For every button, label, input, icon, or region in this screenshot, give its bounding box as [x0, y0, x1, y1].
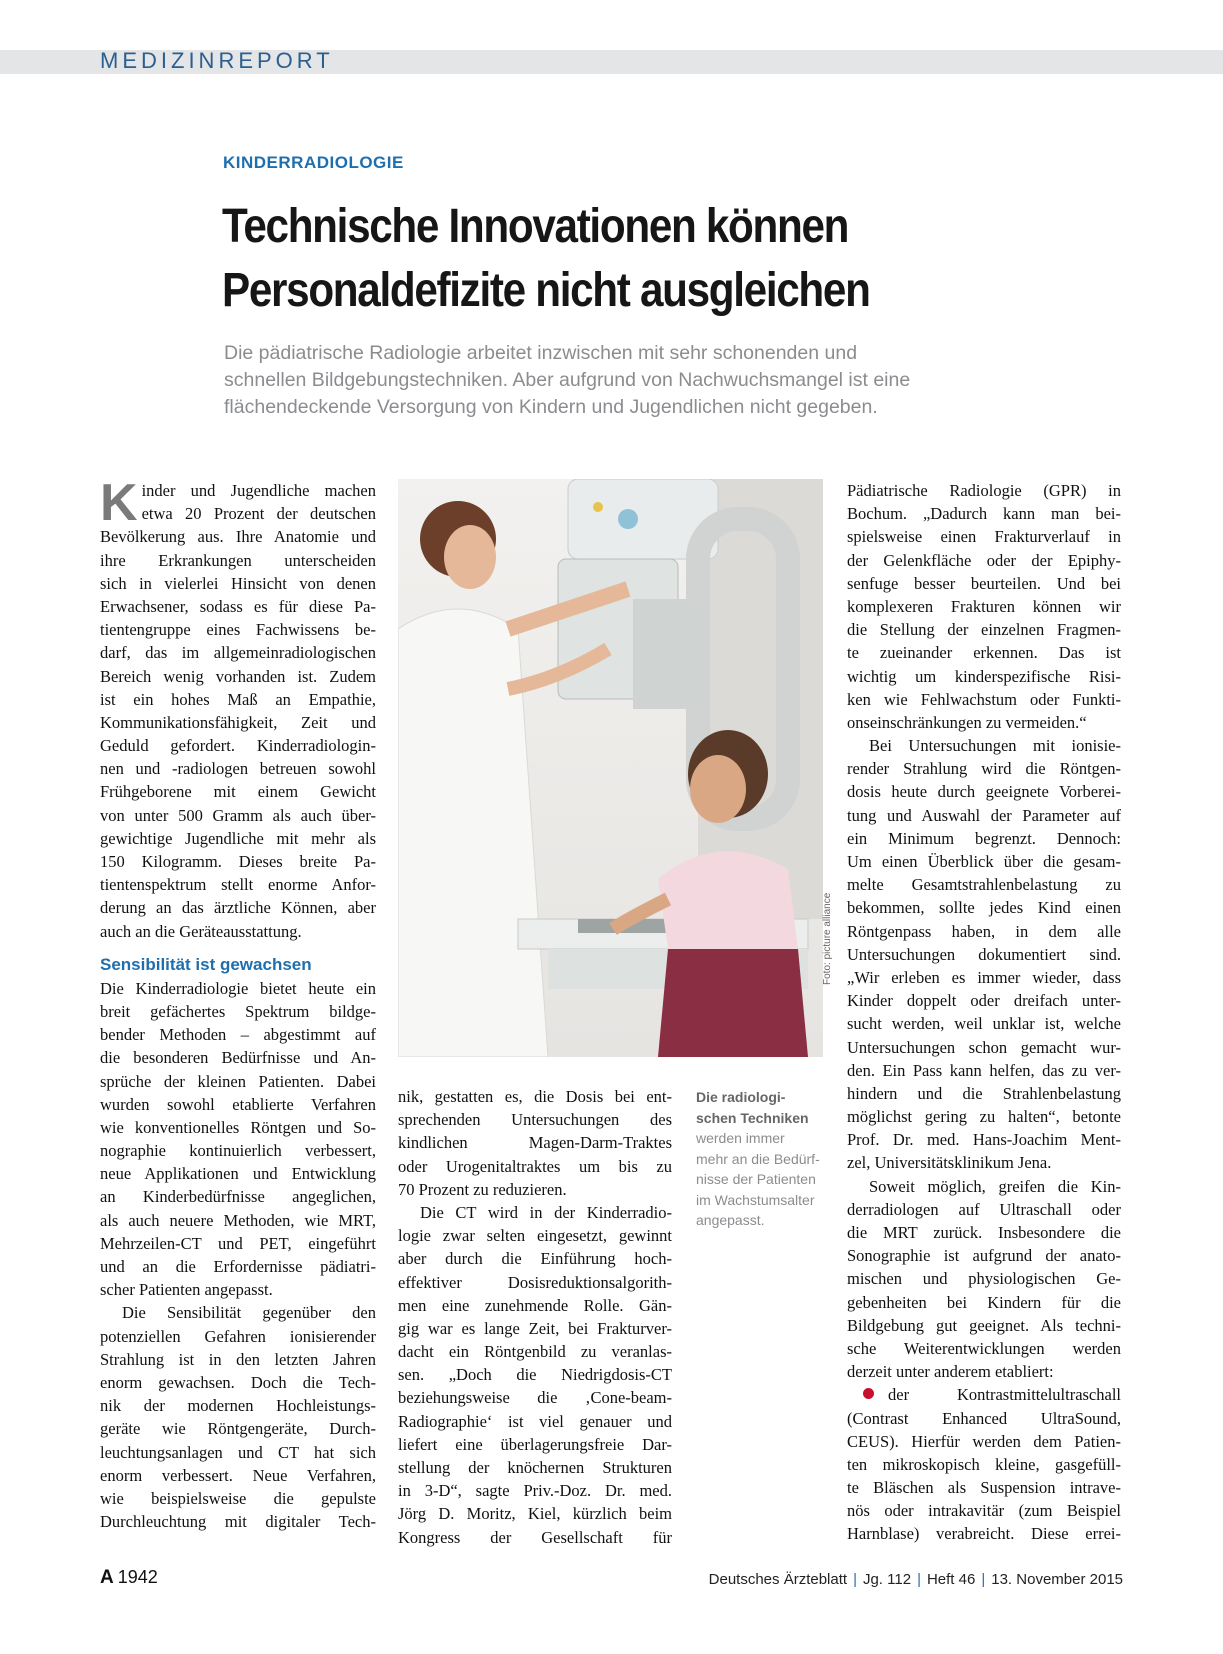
text-line: sprüche der kleinen Patienten. Dabei: [100, 1071, 376, 1091]
text-line: Kommunikationsfähigkeit, Zeit und: [100, 712, 376, 732]
title-line: Personaldefizite nicht ausgleichen: [222, 264, 870, 317]
text-line: Sonographie ist aufgrund der anato-: [847, 1246, 1121, 1266]
text-line: Geduld gefordert. Kinderradiologin-: [100, 736, 376, 756]
text-line: die besonderen Bedürfnisse und An-: [100, 1048, 376, 1068]
text-line: derung an das ärztliche Können, aber: [100, 898, 376, 918]
caption-line: angepasst.: [696, 1212, 765, 1228]
text-line: derzeit unter anderem etabliert:: [847, 1362, 1054, 1382]
text-line: Bochum. „Dadurch kann man bei-: [847, 504, 1121, 524]
article-photo: [398, 479, 823, 1057]
paragraph: [398, 1085, 672, 1201]
text-line: aber durch die Einführung hoch-: [398, 1249, 672, 1269]
text-line: ten mikroskopisch kleine, gasgefüll-: [847, 1454, 1121, 1474]
text-line: ein Minimum begrenzt. Dennoch:: [847, 828, 1121, 848]
caption-bold-line: Die radiologi-: [696, 1089, 786, 1105]
text-line: gig war es lange Zeit, bei Frakturver-: [398, 1318, 672, 1338]
text-line: Durchleuchtung mit digitaler Tech-: [100, 1512, 376, 1532]
paragraph: [398, 1201, 672, 1549]
text-line: liefert eine überlagerungsfreie Dar-: [398, 1434, 672, 1454]
text-line: oder Urogenitaltraktes um bis zu: [398, 1156, 672, 1176]
text-line: Kinder doppelt oder dreifach unter-: [847, 991, 1121, 1011]
text-line: Jörg D. Moritz, Kiel, kürzlich beim: [398, 1504, 672, 1524]
journal-info: [709, 1571, 1123, 1588]
text-line: tientenspektrum stellt enorme Anfor-: [100, 875, 376, 895]
intro-paragraph: [100, 474, 376, 943]
page-number-value: 1942: [117, 1567, 158, 1587]
text-line: nen und -radiologen betreuen sowohl: [100, 759, 376, 779]
text-line: effektiver Dosisreduktionsalgorith-: [398, 1272, 672, 1292]
text-line: onseinschränkungen zu vermeiden.“: [847, 712, 1087, 732]
paragraph: [847, 1175, 1121, 1384]
text-line: Strahlung ist in den letzten Jahren: [100, 1349, 376, 1369]
text-line: scher Patienten angepasst.: [100, 1280, 273, 1300]
text-line: Erwachsener, sodass es für diese Pa-: [100, 596, 376, 616]
paragraph: [847, 479, 1121, 734]
bullet-text: der Kontrastmittelultraschall: [888, 1385, 1121, 1405]
text-line: inder und Jugendliche machen: [141, 481, 376, 500]
text-line: (Contrast Enhanced UltraSound,: [847, 1408, 1121, 1428]
text-line: nik der modernen Hochleistungs-: [100, 1396, 376, 1416]
text-line: melte Gesamtstrahlenbelastung zu: [847, 875, 1121, 895]
text-line: dosis heute durch geeignete Vorberei-: [847, 782, 1121, 802]
lead-line: schnellen Bildgebungstechniken. Aber aufgrund von Nachwuchsmangel ist eine: [224, 369, 911, 391]
text-line: möglichst gering zu halten“, betonte: [847, 1107, 1121, 1127]
text-line: „Wir erleben es immer wieder, dass: [847, 967, 1121, 987]
caption-line: nisse der Patienten: [696, 1171, 816, 1187]
lead-line: flächendeckende Versorgung von Kindern und Jugendlichen nicht gegeben.: [224, 396, 878, 418]
text-line: nik, gestatten es, die Dosis bei ent-: [398, 1087, 672, 1106]
bullet-icon: [863, 1388, 874, 1399]
journal-volume: Jg. 112: [862, 1571, 912, 1588]
text-line: an Kinderbedürfnisse angeglichen,: [100, 1187, 376, 1207]
text-line: ihre Erkrankungen unterscheiden: [100, 550, 376, 570]
text-line: breit gefächertes Spektrum bildge-: [100, 1001, 376, 1021]
text-line: enorm verbessert. Neue Verfahren,: [100, 1465, 376, 1485]
caption-line: werden immer: [696, 1130, 785, 1146]
text-line: dacht ein Röntgenbild zu veranlas-: [398, 1342, 672, 1362]
text-line: wie beispielsweise die gepulste: [100, 1488, 376, 1508]
text-line: logie zwar selten eingesetzt, gewinnt: [398, 1226, 672, 1246]
photo-caption: [696, 1087, 836, 1231]
text-line: Röntgenpass haben, in dem alle: [847, 921, 1121, 941]
text-line: sen. „Doch die Niedrigdosis-CT: [398, 1365, 672, 1385]
separator: |: [917, 1571, 921, 1588]
text-line: etwa 20 Prozent der deutschen: [141, 504, 376, 524]
text-line: sich in vielerlei Hinsicht von denen: [100, 573, 376, 593]
text-line: von unter 500 Gramm als auch über-: [100, 805, 376, 825]
paragraph: [847, 734, 1121, 1175]
text-line: stellung der knöchernen Strukturen: [398, 1458, 672, 1477]
text-line: leuchtungsanlagen und CT hat sich: [100, 1442, 376, 1462]
text-line: sprechenden Untersuchungen des: [398, 1110, 672, 1130]
text-line: ist ein hohes Maß an Empathie,: [100, 689, 376, 709]
text-line: Soweit möglich, greifen die Kin-: [869, 1176, 1121, 1196]
text-line: 70 Prozent zu reduzieren.: [398, 1179, 567, 1199]
text-line: gebenheiten bei Kindern für die: [847, 1292, 1121, 1312]
text-line: Bildgebung gut geeignet. Als techni-: [847, 1315, 1121, 1335]
text-line: Bereich wenig vorhanden ist. Zudem: [100, 666, 376, 686]
caption-line: mehr an die Bedürf-: [696, 1150, 820, 1167]
lead-line: Die pädiatrische Radiologie arbeitet inzwischen mit sehr schonenden und: [224, 342, 858, 364]
text-line: wurden sowohl etablierte Verfahren: [100, 1094, 376, 1114]
text-line: Bei Untersuchungen mit ionisie-: [869, 736, 1121, 756]
text-line: nös oder intrakavitär (zum Beispiel: [847, 1501, 1121, 1521]
text-line: Prof. Dr. med. Hans-Joachim Ment-: [847, 1130, 1121, 1150]
text-line: enorm gewachsen. Doch die Tech-: [100, 1372, 376, 1392]
text-line: Mehrzeilen-CT und PET, eingeführt: [100, 1233, 376, 1253]
text-line: nographie kontinuierlich verbessert,: [100, 1141, 376, 1161]
separator: |: [853, 1571, 857, 1588]
photo-credit: Foto: picture alliance: [822, 892, 833, 985]
bullet-item: [847, 1383, 1121, 1406]
text-line: derradiologen auf Ultraschall oder: [847, 1199, 1121, 1219]
text-line: bekommen, sollte jedes Kind einen: [847, 898, 1121, 918]
text-line: als auch neuere Methoden, wie MRT,: [100, 1210, 376, 1230]
article-kicker: KINDERRADIOLOGIE: [223, 153, 404, 172]
text-line: wichtig um kinderspezifische Risi-: [847, 666, 1121, 686]
text-line: Untersuchungen schon gemacht wur-: [847, 1037, 1121, 1057]
text-line: die MRT zurück. Insbesondere die: [847, 1223, 1121, 1242]
text-line: beziehungsweise die ‚Cone-beam-: [398, 1388, 672, 1408]
text-line: Kongress der Gesellschaft für: [398, 1527, 672, 1547]
text-line: render Strahlung wird die Röntgen-: [847, 759, 1121, 779]
text-line: Die Kinderradiologie bietet heute ein: [100, 978, 376, 998]
text-line: darf, das im allgemeinradiologischen: [100, 643, 376, 663]
text-line: Pädiatrische Radiologie (GPR) in: [847, 481, 1121, 500]
article-title: [222, 195, 870, 323]
subheading: Sensibilität ist gewachsen: [100, 954, 312, 974]
text-line: sucht werden, weil unklar ist, welche: [847, 1014, 1121, 1034]
text-line: in 3-D“, sagte Priv.-Doz. Dr. med.: [398, 1481, 672, 1501]
paragraph: [100, 1301, 376, 1533]
radiology-photo-illustration: [398, 479, 823, 1057]
paragraph: [847, 1407, 1121, 1546]
text-column-2: [398, 1085, 672, 1549]
caption-line: im Wachstumsalter: [696, 1191, 815, 1208]
page-prefix: A: [100, 1567, 114, 1588]
text-line: und an die Erfordernisse pädiatri-: [100, 1257, 376, 1276]
text-line: 150 Kilogramm. Dieses breite Pa-: [100, 852, 376, 871]
text-line: Harnblase) verabreicht. Diese errei-: [847, 1524, 1121, 1544]
page-number: [100, 1567, 158, 1589]
text-line: den. Ein Pass kann helfen, das zu ver-: [847, 1060, 1121, 1080]
journal-name: Deutsches Ärzteblatt: [708, 1571, 848, 1588]
journal-date: 13. November 2015: [991, 1571, 1123, 1588]
text-line: potenziellen Gefahren ionisierender: [100, 1326, 376, 1346]
text-column-3: [847, 479, 1121, 1546]
text-line: hindern und die Strahlenbelastung: [847, 1083, 1121, 1103]
text-line: Die CT wird in der Kinderradio-: [420, 1202, 672, 1222]
journal-issue: Heft 46: [926, 1571, 976, 1588]
article-lead: [224, 340, 1054, 421]
paragraph: [100, 977, 376, 1302]
text-line: Frühgeborene mit einem Gewicht: [100, 782, 376, 802]
title-line: Technische Innovationen können: [222, 200, 849, 253]
text-line: mischen und physiologischen Ge-: [847, 1269, 1121, 1289]
text-line: men eine zunehmende Rolle. Gän-: [398, 1295, 672, 1315]
text-line: wie konventionelles Röntgen und So-: [100, 1117, 376, 1137]
text-column-1: [100, 474, 376, 1533]
section-label: MEDIZINREPORT: [100, 48, 334, 73]
text-line: kindlichen Magen-Darm-Traktes: [398, 1133, 672, 1153]
text-line: sche Weiterentwicklungen werden: [847, 1338, 1121, 1358]
text-line: senfuge besser beurteilen. Und bei: [847, 573, 1121, 593]
text-line: te Bläschen als Suspension intrave-: [847, 1478, 1121, 1498]
text-line: spielsweise einen Frakturverlauf in: [847, 527, 1121, 547]
text-line: Bevölkerung aus. Ihre Anatomie und: [100, 527, 376, 547]
text-line: Radiographie‘ ist viel genauer und: [398, 1411, 672, 1431]
text-line: der Gelenkfläche oder der Epiphy-: [847, 550, 1121, 570]
text-line: bender Methoden – abgestimmt auf: [100, 1025, 376, 1045]
text-line: Untersuchungen dokumentiert sind.: [847, 944, 1121, 964]
text-line: auch an die Geräteausstattung.: [100, 921, 302, 941]
text-line: geräte wie Röntgengeräte, Durch-: [100, 1419, 376, 1439]
text-line: Die Sensibilität gegenüber den: [122, 1303, 376, 1323]
text-line: neue Applikationen und Entwicklung: [100, 1164, 376, 1184]
text-line: zel, Universitätsklinikum Jena.: [847, 1153, 1052, 1173]
text-line: tung und Auswahl der Parameter auf: [847, 805, 1121, 825]
separator: |: [981, 1571, 986, 1588]
caption-bold-line: schen Techniken: [696, 1109, 809, 1126]
drop-cap: K: [100, 474, 138, 532]
text-line: ken wie Fehlwachstum oder Funkti-: [847, 689, 1121, 709]
text-line: CEUS). Hierfür werden dem Patien-: [847, 1431, 1121, 1451]
text-line: die Stellung der einzelnen Fragmen-: [847, 620, 1121, 640]
text-line: gewichtige Jugendliche mit mehr als: [100, 828, 376, 848]
text-line: Um einen Überblick über die gesam-: [847, 852, 1121, 871]
text-line: komplexeren Frakturen können wir: [847, 596, 1121, 616]
text-line: te zueinander erkennen. Das ist: [847, 643, 1121, 663]
text-line: tientengruppe eines Fachwissens be-: [100, 620, 376, 640]
